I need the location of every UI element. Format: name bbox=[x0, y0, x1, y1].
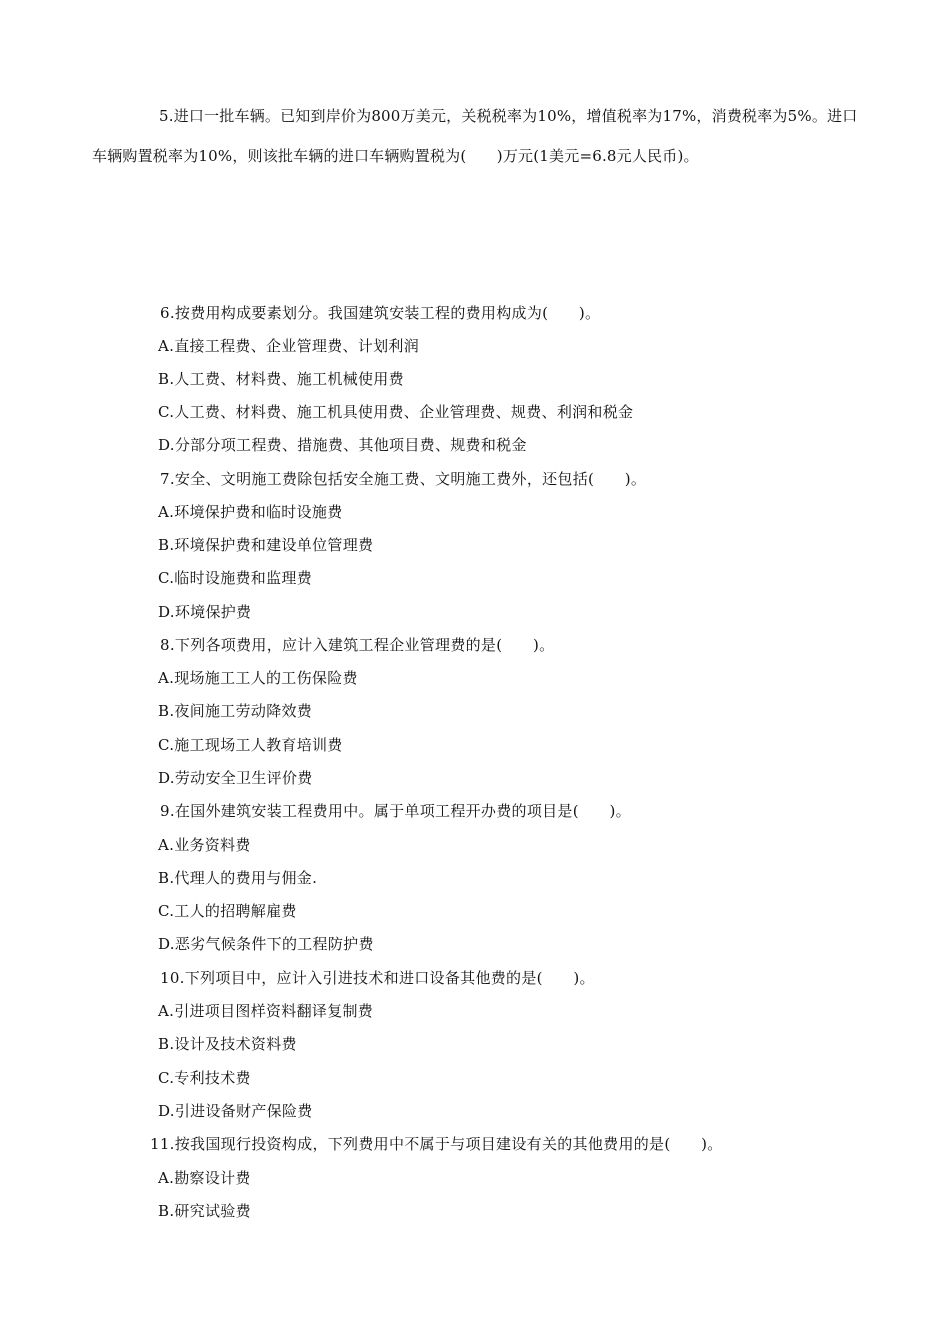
question-5: 5.进口一批车辆。已知到岸价为800万美元，关税税率为10%，增值税率为17%，消费税率为5%。进口车辆购置税率为10%，则该批车辆的进口车辆购置税为( )万元(1美元=6.8元人民币)。 bbox=[92, 107, 858, 165]
question-7-option-d: D.环境保护费 bbox=[158, 603, 252, 621]
question-10-option-a: A.引进项目图样资料翻译复制费 bbox=[158, 1002, 374, 1020]
question-7-stem: 7.安全、文明施工费除包括安全施工费、文明施工费外，还包括( )。 bbox=[160, 470, 647, 488]
question-6-option-b: B.人工费、材料费、施工机械使用费 bbox=[158, 370, 404, 388]
question-10-option-d: D.引进设备财产保险费 bbox=[158, 1102, 313, 1120]
question-7-option-c: C.临时设施费和监理费 bbox=[158, 569, 313, 587]
question-6-option-d: D.分部分项工程费、措施费、其他项目费、规费和税金 bbox=[158, 436, 527, 454]
question-6-option-c: C.人工费、材料费、施工机具使用费、企业管理费、规费、利润和税金 bbox=[158, 403, 634, 421]
question-8-option-a: A.现场施工工人的工伤保险费 bbox=[158, 669, 358, 687]
question-9-option-d: D.恶劣气候条件下的工程防护费 bbox=[158, 935, 374, 953]
question-8-stem: 8.下列各项费用，应计入建筑工程企业管理费的是( )。 bbox=[160, 636, 555, 654]
question-10-option-b: B.设计及技术资料费 bbox=[158, 1035, 297, 1053]
question-7-option-a: A.环境保护费和临时设施费 bbox=[158, 503, 343, 521]
question-6-option-a: A.直接工程费、企业管理费、计划利润 bbox=[158, 337, 420, 355]
question-9-stem: 9.在国外建筑安装工程费用中。属于单项工程开办费的项目是( )。 bbox=[160, 802, 631, 820]
question-11-option-b: B.研究试验费 bbox=[158, 1202, 251, 1220]
question-9-option-c: C.工人的招聘解雇费 bbox=[158, 902, 297, 920]
question-8-option-c: C.施工现场工人教育培训费 bbox=[158, 736, 343, 754]
question-11-option-a: A.勘察设计费 bbox=[158, 1169, 251, 1187]
question-7-option-b: B.环境保护费和建设单位管理费 bbox=[158, 536, 374, 554]
question-6-stem: 6.按费用构成要素划分。我国建筑安装工程的费用构成为( )。 bbox=[160, 304, 601, 322]
question-9-option-a: A.业务资料费 bbox=[158, 836, 251, 854]
question-8-option-d: D.劳动安全卫生评价费 bbox=[158, 769, 313, 787]
question-11-stem: 11.按我国现行投资构成，下列费用中不属于与项目建设有关的其他费用的是( )。 bbox=[150, 1135, 723, 1153]
question-9-option-b: B.代理人的费用与佣金. bbox=[158, 869, 318, 887]
question-10-option-c: C.专利技术费 bbox=[158, 1069, 251, 1087]
question-10-stem: 10.下列项目中，应计入引进技术和进口设备其他费的是( )。 bbox=[160, 969, 595, 987]
question-8-option-b: B.夜间施工劳动降效费 bbox=[158, 702, 313, 720]
